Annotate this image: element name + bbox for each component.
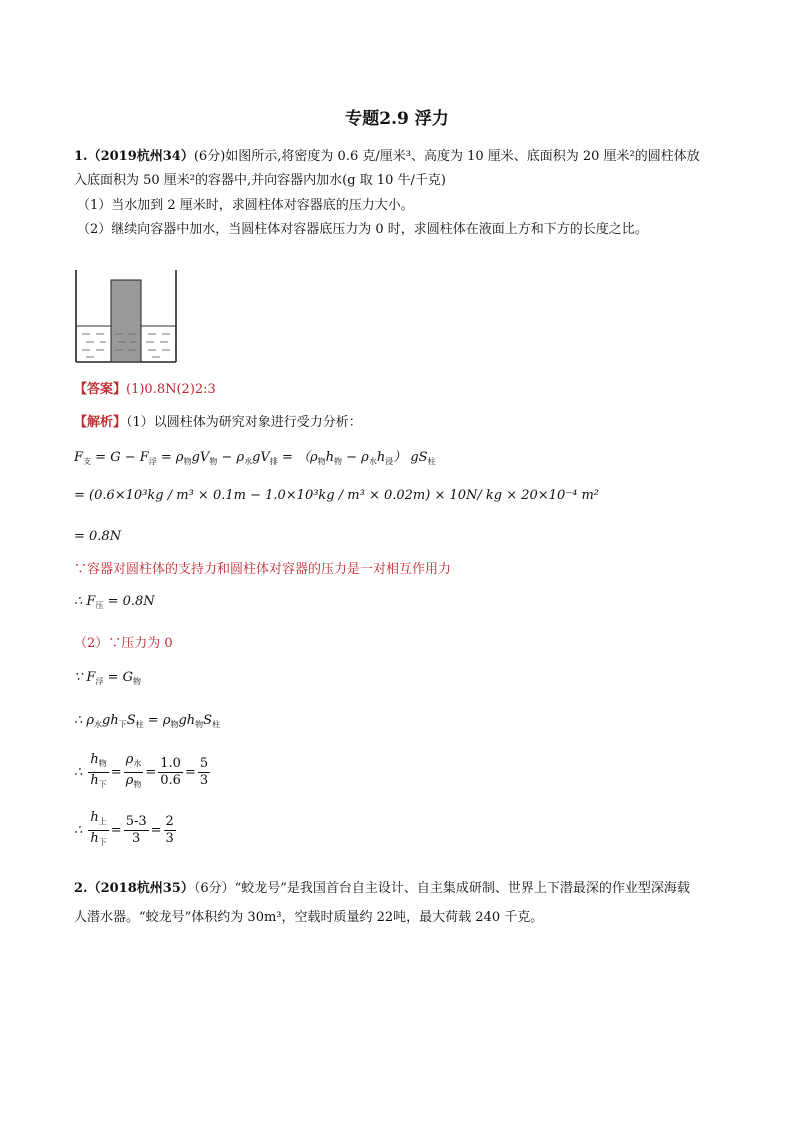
q2-text-1: “蛟龙号”是我国首台自主设计、自主集成研制、世界上下潜最深的作业型深海载 — [234, 881, 690, 896]
q2-score: （6分） — [193, 881, 235, 896]
analysis-label: 【解析】 — [74, 415, 127, 430]
q1-number: 1. — [74, 149, 88, 164]
analysis-part-2: （2）∵压力为 0 — [74, 636, 173, 651]
answer-text: (1)0.8N(2)2:3 — [126, 382, 216, 397]
fraction-result: $\frac{5}{3}$ — [199, 756, 209, 788]
q1-source: （2019杭州34） — [87, 149, 194, 164]
q2-line2: 人潜水器。“蛟龙号”体积约为 30m³，空载时质量约 22吨，最大荷载 240 千克。 — [74, 910, 544, 925]
q1-line1 — [74, 145, 700, 164]
equation-6: ∴ $\rho_水gh_下S_柱 = \rho_物gh_物S_柱$ — [74, 713, 221, 729]
equation-1: $F_支 = G - F_浮 = \rho_物gV_物 - \rho_水gV_排 = (\rho_物h_物 - \rho_水h_浸)$ $gS_柱$ — [74, 450, 436, 466]
equation-4: ∴ $F_压 = 0.8N$ — [74, 594, 155, 610]
analysis-line — [74, 411, 362, 430]
q2-line1 — [74, 877, 690, 896]
q1-score: (6分) — [193, 149, 226, 164]
analysis-note-1: ∵容器对圆柱体的支持力和圆柱体对容器的压力是一对相互作用力 — [74, 562, 452, 577]
fraction-difference: $\frac{5-3}{3}$ — [125, 814, 147, 846]
q2-source: （2018杭州35） — [87, 881, 194, 896]
fraction-upper-lower: $\frac{h_上}{h_下}$ — [90, 810, 107, 847]
q1-sub1: （1）当水加到 2 厘米时，求圆柱体对容器底的压力大小。 — [77, 198, 414, 213]
fraction-values: $\frac{1.0}{0.6}$ — [160, 756, 181, 788]
fraction-density-ratio: $\frac{\rho_水}{\rho_物}$ — [125, 752, 142, 789]
fraction-final: $\frac{2}{3}$ — [165, 814, 174, 846]
q1-sub2: （2）继续向容器中加水，当圆柱体对容器底压力为 0 时，求圆柱体在液面上方和下方的长度之比。 — [77, 222, 648, 237]
container-cylinder-figure — [74, 268, 180, 366]
page-title: 专题2.9 浮力 — [345, 109, 449, 129]
fraction-h-ratio: $\frac{h_物}{h_下}$ — [90, 752, 107, 789]
q1-line2: 入底面积为 50 厘米²的容器中,并向容器内加水(g 取 10 牛/千克) — [74, 173, 446, 188]
equation-8: ∴ $\frac{h_上}{h_下}$ = $\frac{5-3}{3}$ = $\frac{2}{3}$ — [74, 810, 178, 851]
answer-label: 【答案】 — [74, 382, 127, 397]
equation-3: = 0.8N — [74, 529, 122, 544]
equation-7: ∴ $\frac{h_物}{h_下}$ = $\frac{\rho_水}{\rho_物}$ = $\frac{1.0}{0.6}$ = $\frac{5}{3}$ — [74, 752, 212, 793]
q1-text-1: 如图所示,将密度为 0.6 克/厘米³、高度为 10 厘米、底面积为 20 厘米²的圆柱体放 — [225, 149, 700, 164]
equation-2: = (0.6×10³kg / m³ × 0.1m − 1.0×10³kg / m³ × 0.02m) × 10N/ kg × 20×10⁻⁴ m² — [74, 488, 599, 503]
equation-5: ∵ $F_浮 = G_物$ — [74, 670, 141, 686]
analysis-intro: （1）以圆柱体为研究对象进行受力分析： — [126, 415, 362, 430]
answer-line — [74, 378, 216, 397]
q2-number: 2. — [74, 881, 88, 896]
